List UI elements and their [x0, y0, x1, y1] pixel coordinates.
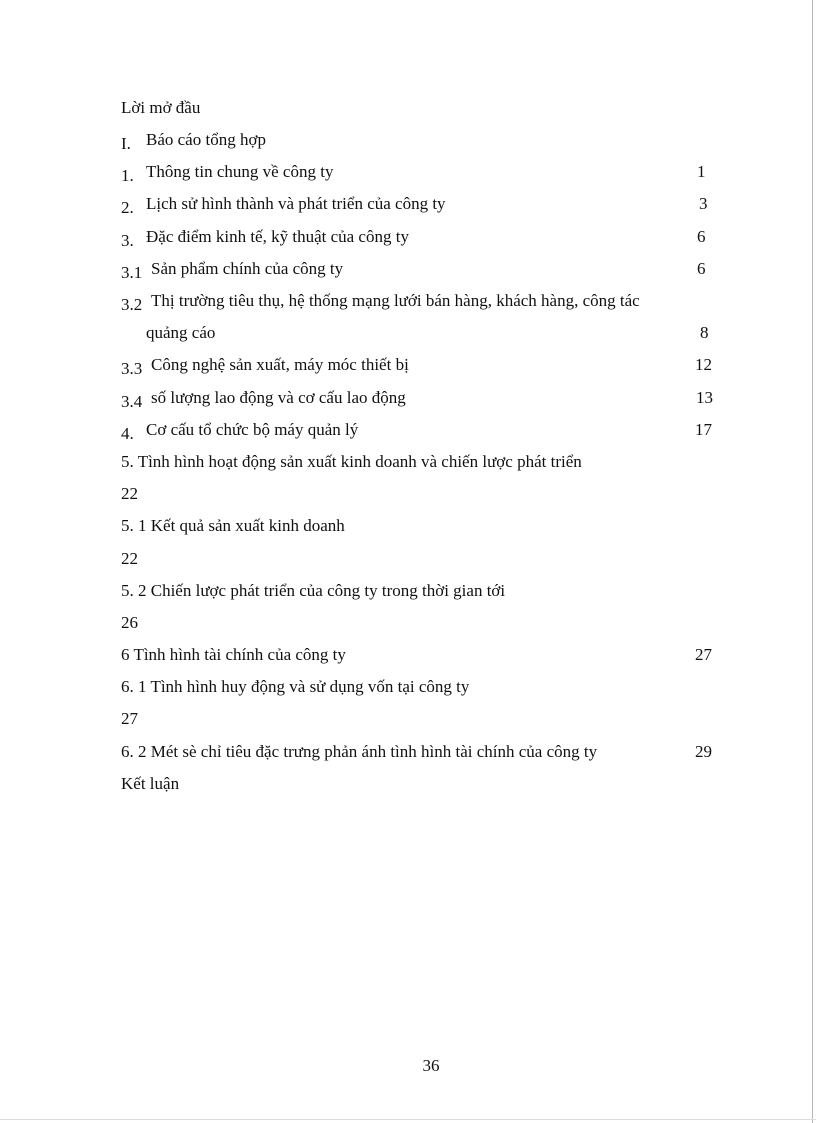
toc-entry-number: 3. — [121, 231, 134, 250]
toc-entry-text: Công nghệ sản xuất, máy móc thiết bị — [151, 355, 409, 374]
toc-entry-text: Sản phẩm chính của công ty — [151, 259, 344, 278]
toc-entry-number: 3.2 — [121, 295, 143, 314]
toc-entry-text: 5. 2 Chiến lược phát triển của công ty trong thời gian tới — [121, 581, 506, 600]
toc-entry-page: 12 — [695, 355, 712, 374]
toc-entry-text: 6. 2 Mét sè chỉ tiêu đặc trưng phản ánh tình hình tài chính của công ty — [121, 742, 598, 761]
toc-entry-text: số lượng lao động và cơ cấu lao động — [151, 388, 406, 407]
toc-entry-text: 5. Tình hình hoạt động sản xuất kinh doanh và chiến lược phát triển — [121, 452, 582, 471]
toc-entry-text: Lịch sử hình thành và phát triển của công ty — [146, 194, 446, 213]
toc-entry-text: 5. 1 Kết quả sản xuất kinh doanh — [121, 516, 345, 535]
page-number: 36 — [422, 1056, 440, 1075]
toc-entry-number: 3.1 — [121, 263, 143, 282]
toc-entry-page: 22 — [121, 484, 138, 503]
toc-entry-page: 27 — [695, 645, 712, 664]
toc-entry-page: 1 — [697, 162, 706, 181]
toc-entry-text: 6 Tình hình tài chính của công ty — [121, 645, 346, 664]
toc-entry-number: 4. — [121, 424, 134, 443]
toc-conclusion-text: Kết luận — [121, 774, 180, 793]
toc-entry-page: 6 — [697, 227, 706, 246]
toc-entry-text: Thị trường tiêu thụ, hệ thống mạng lưới bán hàng, khách hàng, công tác — [151, 291, 640, 310]
toc-entry-page: 6 — [697, 259, 706, 278]
toc-entry-text: Đặc điểm kinh tế, kỹ thuật của công ty — [146, 227, 409, 246]
toc-entry-text: Cơ cấu tổ chức bộ máy quản lý — [146, 420, 359, 439]
toc-entry-number: 3.3 — [121, 359, 143, 378]
toc-intro-text: Lời mở đầu — [121, 98, 201, 117]
toc-entry-page: 26 — [121, 613, 138, 632]
toc-entry-page: 27 — [121, 709, 138, 728]
page-edge-bottom — [0, 1119, 816, 1120]
toc-entry-page: 8 — [700, 323, 709, 342]
toc-entry-number: 1. — [121, 166, 134, 185]
toc-entry-text: Báo cáo tổng hợp — [146, 130, 266, 149]
toc-entry-text: Thông tin chung về công ty — [146, 162, 334, 181]
toc-entry-number: 2. — [121, 198, 134, 217]
toc-entry-text: quảng cáo — [146, 323, 216, 342]
toc-entry-page: 29 — [695, 742, 712, 761]
toc-entry-number: I. — [121, 134, 131, 153]
toc-entry-text: 6. 1 Tình hình huy động và sử dụng vốn tại công ty — [121, 677, 470, 696]
toc-entry-page: 17 — [695, 420, 712, 439]
toc-entry-number: 3.4 — [121, 392, 143, 411]
toc-entry-page: 3 — [699, 194, 708, 213]
toc-entry-page: 13 — [696, 388, 713, 407]
toc-entry-page: 22 — [121, 549, 138, 568]
